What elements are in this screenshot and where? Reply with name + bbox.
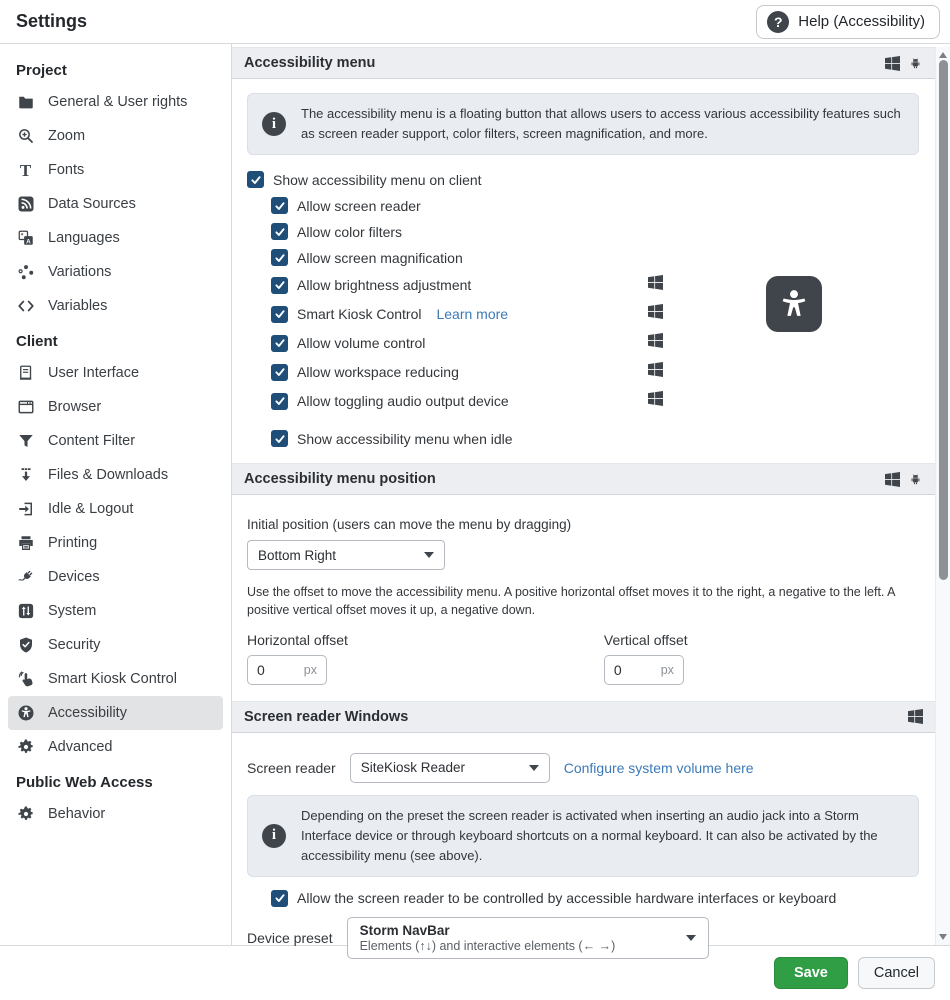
sidebar-item-accessibility[interactable] bbox=[8, 696, 223, 730]
horizontal-offset-label: Horizontal offset bbox=[247, 631, 348, 648]
chevron-down-icon bbox=[424, 552, 434, 558]
sidebar-item-variables[interactable] bbox=[8, 289, 223, 323]
sidebar-item-label: Printing bbox=[48, 535, 98, 551]
screen-reader-body bbox=[232, 733, 935, 975]
sidebar-item-label: Zoom bbox=[48, 128, 86, 144]
vertical-scrollbar[interactable] bbox=[935, 47, 950, 945]
sidebar-item-label: Variations bbox=[48, 264, 112, 280]
accessibility-menu-preview-button[interactable] bbox=[766, 276, 822, 332]
code-icon bbox=[16, 297, 35, 316]
learn-more-link[interactable]: Learn more bbox=[436, 306, 509, 323]
chevron-down-icon bbox=[686, 935, 696, 941]
checkbox-checked-icon[interactable] bbox=[271, 890, 288, 907]
shield-icon bbox=[16, 636, 35, 655]
select-value: Bottom Right bbox=[258, 547, 337, 563]
checkbox-label: Allow workspace reducing bbox=[297, 364, 459, 381]
menu-position-body bbox=[232, 495, 935, 700]
checkbox-label: Allow toggling audio output device bbox=[297, 393, 509, 410]
sidebar-item-general-user-rights[interactable] bbox=[8, 85, 223, 119]
main-panel bbox=[232, 44, 935, 953]
select-value: SiteKiosk Reader bbox=[360, 760, 466, 776]
sidebar-item-label: User Interface bbox=[48, 365, 140, 381]
sidebar-item-label: Content Filter bbox=[48, 433, 136, 449]
svg-text:*: * bbox=[20, 232, 23, 240]
checkbox-label: Show accessibility menu when idle bbox=[297, 430, 513, 447]
sidebar bbox=[0, 44, 232, 945]
accessibility-icon bbox=[16, 704, 35, 723]
checkbox-allow-workspace-reducing[interactable] bbox=[271, 362, 663, 382]
gear-icon bbox=[16, 738, 35, 757]
vertical-offset-label: Vertical offset bbox=[603, 631, 688, 648]
checkbox-screen-reader-hardware[interactable] bbox=[271, 890, 920, 907]
checkbox-checked-icon[interactable] bbox=[271, 277, 288, 294]
vertical-offset-group bbox=[604, 632, 688, 685]
info-box bbox=[247, 795, 919, 877]
checkbox-label: Allow volume control bbox=[297, 335, 426, 352]
sidebar-item-zoom[interactable] bbox=[8, 119, 223, 153]
android-icon bbox=[908, 56, 923, 71]
help-button-label: Help (Accessibility) bbox=[798, 13, 925, 30]
initial-position-label: Initial position (users can move the menu by dragging) bbox=[247, 517, 572, 533]
sidebar-item-label: Data Sources bbox=[48, 196, 136, 212]
top-header bbox=[0, 0, 950, 44]
gear-icon bbox=[16, 805, 35, 824]
configure-volume-link[interactable]: Configure system volume here bbox=[563, 759, 754, 776]
sidebar-item-label: System bbox=[48, 603, 97, 619]
sidebar-item-label: Variables bbox=[48, 298, 108, 314]
sidebar-section-client: Client bbox=[16, 333, 58, 350]
zoom-icon bbox=[16, 127, 35, 146]
svg-text:A: A bbox=[25, 238, 31, 246]
checkbox-checked-icon[interactable] bbox=[271, 393, 288, 410]
checkbox-show-accessibility-menu[interactable] bbox=[247, 171, 920, 188]
checkbox-allow-brightness-adjustment[interactable] bbox=[271, 275, 663, 295]
sidebar-item-browser[interactable] bbox=[8, 390, 223, 424]
checkbox-allow-volume-control[interactable] bbox=[271, 333, 663, 353]
checkbox-checked-icon[interactable] bbox=[271, 364, 288, 381]
sidebar-item-system[interactable] bbox=[8, 594, 223, 628]
help-button[interactable] bbox=[756, 5, 940, 39]
sidebar-item-security[interactable] bbox=[8, 628, 223, 662]
windows-icon bbox=[648, 275, 663, 295]
device-preset-label: Device preset bbox=[247, 929, 333, 946]
info-icon: i bbox=[262, 824, 286, 848]
sidebar-item-data-sources[interactable] bbox=[8, 187, 223, 221]
scroll-up-arrow-icon[interactable] bbox=[939, 52, 947, 58]
section-header-accessibility-menu bbox=[232, 47, 935, 79]
sidebar-item-label: General & User rights bbox=[48, 94, 188, 110]
checkbox-label: Allow the screen reader to be controlled by accessible hardware interfaces or keyboard bbox=[297, 890, 837, 907]
sidebar-item-label: Smart Kiosk Control bbox=[48, 671, 177, 687]
sidebar-item-user-interface[interactable] bbox=[8, 356, 223, 390]
sidebar-section-project: Project bbox=[16, 62, 67, 79]
variations-icon bbox=[16, 263, 35, 282]
sidebar-item-smart-kiosk-control[interactable] bbox=[8, 662, 223, 696]
checkbox-label: Allow color filters bbox=[297, 223, 403, 240]
translate-icon bbox=[16, 229, 35, 248]
checkbox-allow-screen-reader[interactable] bbox=[271, 197, 663, 214]
checkbox-label: Show accessibility menu on client bbox=[273, 171, 482, 188]
sliders-icon bbox=[16, 602, 35, 621]
info-text: Depending on the preset the screen reader is activated when inserting an audio jack into a Storm Interface device or through keyboard shortcuts on a normal keyboard. It can also be activated by the accessibility menu (see above). bbox=[301, 807, 878, 863]
windows-icon bbox=[885, 472, 900, 487]
page-title: Settings bbox=[16, 11, 88, 31]
screen-reader-select[interactable] bbox=[350, 753, 550, 783]
horizontal-offset-group bbox=[247, 632, 348, 685]
checkbox-checked-icon[interactable] bbox=[271, 249, 288, 266]
horizontal-offset-input[interactable] bbox=[257, 662, 295, 678]
sidebar-item-languages[interactable] bbox=[8, 221, 223, 255]
device-preset-select[interactable] bbox=[347, 917, 709, 959]
download-icon bbox=[16, 466, 35, 485]
scrollbar-thumb[interactable] bbox=[939, 60, 948, 580]
section-title: Screen reader Windows bbox=[244, 708, 409, 725]
scroll-down-arrow-icon[interactable] bbox=[939, 934, 947, 940]
checkbox-checked-icon[interactable] bbox=[247, 171, 264, 188]
checkbox-checked-icon[interactable] bbox=[271, 197, 288, 214]
cancel-button[interactable]: Cancel bbox=[858, 957, 935, 989]
windows-icon bbox=[885, 56, 900, 71]
sidebar-item-label: Devices bbox=[48, 569, 100, 585]
checkbox-allow-toggling-audio-output[interactable] bbox=[271, 391, 663, 411]
sidebar-item-advanced[interactable] bbox=[8, 730, 223, 764]
section-header-screen-reader bbox=[232, 701, 935, 733]
windows-icon bbox=[648, 362, 663, 382]
browser-window-icon bbox=[16, 398, 35, 417]
checkbox-checked-icon[interactable] bbox=[271, 306, 288, 323]
checkbox-label: Allow screen magnification bbox=[297, 249, 463, 266]
sidebar-item-printing[interactable] bbox=[8, 526, 223, 560]
checkbox-allow-screen-magnification[interactable] bbox=[271, 249, 663, 266]
sidebar-item-devices[interactable] bbox=[8, 560, 223, 594]
section-title: Accessibility menu position bbox=[244, 471, 436, 488]
plug-icon bbox=[16, 568, 35, 587]
initial-position-select[interactable] bbox=[247, 540, 445, 570]
checkbox-allow-color-filters[interactable] bbox=[271, 223, 663, 240]
preset-description: Elements (↑↓) and interactive elements (← →) bbox=[359, 938, 616, 953]
windows-icon bbox=[908, 709, 923, 724]
sidebar-item-files-downloads[interactable] bbox=[8, 458, 223, 492]
checkbox-show-menu-when-idle[interactable] bbox=[271, 430, 663, 447]
sidebar-item-label: Files & Downloads bbox=[48, 467, 169, 483]
checkbox-label: Allow screen reader bbox=[297, 197, 421, 214]
chevron-down-icon bbox=[529, 765, 539, 771]
checkbox-label: Allow brightness adjustment bbox=[297, 277, 472, 294]
vertical-offset-input[interactable] bbox=[614, 662, 652, 678]
windows-icon bbox=[648, 391, 663, 411]
checkbox-checked-icon[interactable] bbox=[271, 223, 288, 240]
funnel-icon bbox=[16, 432, 35, 451]
question-icon: ? bbox=[767, 11, 789, 33]
sidebar-item-label: Accessibility bbox=[48, 705, 127, 721]
screen-reader-label: Screen reader bbox=[247, 759, 336, 776]
sidebar-item-label: Behavior bbox=[48, 806, 106, 822]
checkbox-checked-icon[interactable] bbox=[271, 335, 288, 352]
sidebar-item-label: Fonts bbox=[48, 162, 85, 178]
sidebar-item-content-filter[interactable] bbox=[8, 424, 223, 458]
px-unit: px bbox=[303, 662, 317, 677]
sidebar-item-label: Browser bbox=[48, 399, 102, 415]
fonts-icon: T bbox=[19, 160, 32, 180]
sidebar-item-label: Languages bbox=[48, 230, 120, 246]
rss-icon bbox=[16, 195, 35, 214]
sidebar-section-public-web-access: Public Web Access bbox=[16, 774, 153, 791]
printer-icon bbox=[16, 534, 35, 553]
sidebar-item-fonts[interactable] bbox=[8, 153, 223, 187]
android-icon bbox=[908, 472, 923, 487]
offset-help-text: Use the offset to move the accessibility menu. A positive horizontal offset moves it to the right, a negative to the left. A positive vertical offset moves it up, a negative down. bbox=[247, 585, 895, 618]
section-header-menu-position bbox=[232, 463, 935, 495]
sidebar-item-label: Idle & Logout bbox=[48, 501, 134, 517]
px-unit: px bbox=[660, 662, 674, 677]
windows-icon bbox=[648, 333, 663, 353]
accessibility-person-icon bbox=[774, 284, 814, 324]
checkbox-checked-icon[interactable] bbox=[271, 430, 288, 447]
vertical-offset-field[interactable] bbox=[604, 655, 684, 685]
sidebar-item-label: Advanced bbox=[48, 739, 113, 755]
info-text: The accessibility menu is a floating button that allows users to access various accessibility features such as screen reader support, color filters, screen magnification, and more. bbox=[301, 106, 901, 142]
sidebar-item-variations[interactable] bbox=[8, 255, 223, 289]
checkbox-smart-kiosk-control[interactable] bbox=[271, 304, 663, 324]
folder-icon bbox=[16, 93, 35, 112]
section-title: Accessibility menu bbox=[244, 55, 376, 71]
logout-icon bbox=[16, 500, 35, 519]
document-icon bbox=[16, 364, 35, 383]
sidebar-item-label: Security bbox=[48, 637, 101, 653]
accessibility-menu-body bbox=[232, 79, 935, 463]
sidebar-item-behavior[interactable] bbox=[8, 797, 223, 831]
sidebar-item-idle-logout[interactable] bbox=[8, 492, 223, 526]
save-button[interactable]: Save bbox=[774, 957, 848, 989]
horizontal-offset-field[interactable] bbox=[247, 655, 327, 685]
info-icon: i bbox=[262, 112, 286, 136]
info-box bbox=[247, 93, 919, 155]
touch-icon bbox=[16, 670, 35, 689]
checkbox-label: Smart Kiosk Control bbox=[297, 306, 422, 323]
windows-icon bbox=[648, 304, 663, 324]
preset-value: Storm NavBar bbox=[359, 922, 450, 938]
